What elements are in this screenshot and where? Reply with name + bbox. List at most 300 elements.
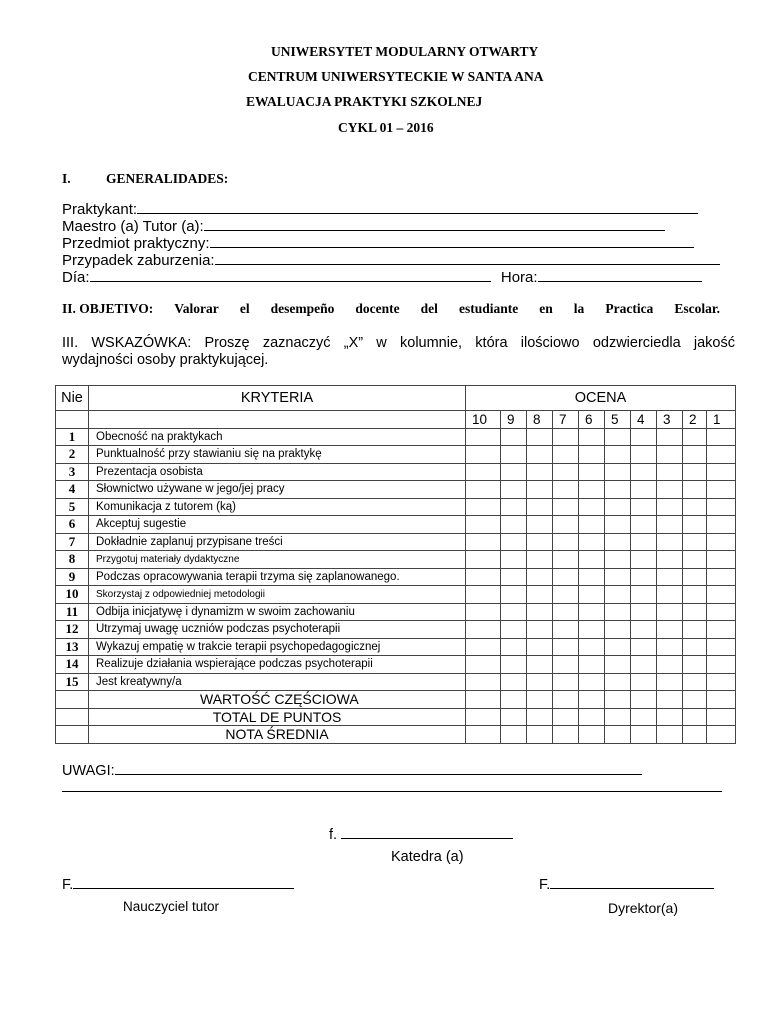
rating-cell[interactable] bbox=[579, 586, 605, 604]
rating-cell[interactable] bbox=[579, 638, 605, 656]
criterion-text: Słownictwo używane w jego/jej pracy bbox=[89, 481, 466, 499]
rating-cell[interactable] bbox=[683, 603, 707, 621]
row-number: 4 bbox=[56, 481, 89, 499]
rating-cell[interactable] bbox=[501, 603, 527, 621]
summary-cell[interactable] bbox=[631, 726, 657, 744]
rating-cell[interactable] bbox=[631, 603, 657, 621]
rating-cell[interactable] bbox=[631, 551, 657, 569]
field-hora-line[interactable] bbox=[538, 268, 702, 282]
rating-cell[interactable] bbox=[553, 586, 579, 604]
scale-header: 4 bbox=[631, 411, 657, 429]
rating-cell[interactable] bbox=[605, 638, 631, 656]
row-number: 3 bbox=[56, 463, 89, 481]
signature-katedra-line[interactable] bbox=[341, 825, 513, 839]
criterion-text: Jest kreatywny/a bbox=[89, 673, 466, 691]
scale-header: 6 bbox=[579, 411, 605, 429]
signature-director-line[interactable] bbox=[550, 875, 714, 889]
rating-cell[interactable] bbox=[553, 463, 579, 481]
rating-cell[interactable] bbox=[527, 673, 553, 691]
header-ocena: OCENA bbox=[466, 386, 736, 411]
field-tutor-label: Maestro (a) Tutor (a): bbox=[62, 218, 204, 235]
section2-w8: la bbox=[573, 301, 585, 316]
rating-cell[interactable] bbox=[553, 481, 579, 499]
table-row bbox=[56, 481, 736, 499]
rating-cell[interactable] bbox=[657, 603, 683, 621]
field-przedmiot-label: Przedmiot praktyczny: bbox=[62, 235, 210, 252]
rating-cell[interactable] bbox=[553, 638, 579, 656]
rating-cell[interactable] bbox=[527, 516, 553, 534]
field-przedmiot-line[interactable] bbox=[210, 234, 694, 248]
rating-cell[interactable] bbox=[631, 481, 657, 499]
rating-cell[interactable] bbox=[605, 656, 631, 674]
field-tutor bbox=[62, 217, 665, 235]
rating-cell[interactable] bbox=[466, 603, 501, 621]
header-kryteria: KRYTERIA bbox=[89, 386, 466, 411]
row-number: 6 bbox=[56, 516, 89, 534]
summary-label: NOTA ŚREDNIA bbox=[89, 726, 466, 744]
rating-cell[interactable] bbox=[631, 428, 657, 446]
rating-cell[interactable] bbox=[527, 638, 553, 656]
rating-cell[interactable] bbox=[657, 516, 683, 534]
rating-cell[interactable] bbox=[527, 568, 553, 586]
rating-cell[interactable] bbox=[501, 533, 527, 551]
summary-cell[interactable] bbox=[605, 708, 631, 726]
blank-cell bbox=[56, 691, 89, 709]
rating-cell[interactable] bbox=[501, 498, 527, 516]
table-row bbox=[56, 446, 736, 464]
field-praktykant bbox=[62, 200, 698, 218]
summary-cell[interactable] bbox=[707, 691, 736, 709]
rating-cell[interactable] bbox=[466, 428, 501, 446]
rating-cell[interactable] bbox=[631, 586, 657, 604]
criterion-text: Akceptuj sugestie bbox=[89, 516, 466, 534]
rating-cell[interactable] bbox=[683, 463, 707, 481]
rating-cell[interactable] bbox=[707, 656, 736, 674]
summary-cell[interactable] bbox=[501, 726, 527, 744]
rating-cell[interactable] bbox=[579, 498, 605, 516]
criterion-text: Dokładnie zaplanuj przypisane treści bbox=[89, 533, 466, 551]
rating-cell[interactable] bbox=[683, 516, 707, 534]
rating-cell[interactable] bbox=[527, 463, 553, 481]
rating-cell[interactable] bbox=[501, 568, 527, 586]
rating-cell[interactable] bbox=[579, 568, 605, 586]
rating-cell[interactable] bbox=[553, 656, 579, 674]
blank-cell bbox=[89, 411, 466, 429]
rating-cell[interactable] bbox=[527, 446, 553, 464]
rating-cell[interactable] bbox=[707, 568, 736, 586]
rating-cell[interactable] bbox=[579, 621, 605, 639]
row-number: 13 bbox=[56, 638, 89, 656]
scale-header: 9 bbox=[501, 411, 527, 429]
section2-w1: Valorar bbox=[174, 301, 219, 316]
rating-cell[interactable] bbox=[605, 516, 631, 534]
rating-cell[interactable] bbox=[605, 446, 631, 464]
rating-cell[interactable] bbox=[466, 568, 501, 586]
rating-cell[interactable] bbox=[579, 533, 605, 551]
nauczyciel-label: Nauczyciel tutor bbox=[123, 899, 220, 914]
summary-cell[interactable] bbox=[527, 708, 553, 726]
rating-cell[interactable] bbox=[605, 673, 631, 691]
signature-tutor bbox=[62, 875, 294, 893]
dyrektor-label: Dyrektor(a) bbox=[608, 900, 679, 916]
rating-cell[interactable] bbox=[707, 673, 736, 691]
summary-cell[interactable] bbox=[605, 691, 631, 709]
rating-cell[interactable] bbox=[579, 516, 605, 534]
field-dia-label: Día: bbox=[62, 269, 90, 286]
header-university: UNIWERSYTET MODULARNY OTWARTY bbox=[271, 44, 539, 59]
summary-cell[interactable] bbox=[466, 708, 501, 726]
rating-cell[interactable] bbox=[657, 428, 683, 446]
criterion-text: Podczas opracowywania terapii trzyma się zaplanowanego. bbox=[89, 568, 466, 586]
rating-cell[interactable] bbox=[553, 551, 579, 569]
rating-cell[interactable] bbox=[553, 603, 579, 621]
rating-cell[interactable] bbox=[501, 673, 527, 691]
rating-cell[interactable] bbox=[466, 638, 501, 656]
blank-cell bbox=[56, 726, 89, 744]
rating-cell[interactable] bbox=[631, 533, 657, 551]
summary-cell[interactable] bbox=[553, 726, 579, 744]
rating-cell[interactable] bbox=[683, 586, 707, 604]
rating-cell[interactable] bbox=[553, 516, 579, 534]
rating-cell[interactable] bbox=[527, 533, 553, 551]
summary-cell[interactable] bbox=[683, 708, 707, 726]
rating-cell[interactable] bbox=[631, 656, 657, 674]
table-row bbox=[56, 656, 736, 674]
rating-cell[interactable] bbox=[527, 621, 553, 639]
rating-cell[interactable] bbox=[466, 656, 501, 674]
field-tutor-line[interactable] bbox=[204, 217, 665, 231]
rating-cell[interactable] bbox=[683, 533, 707, 551]
rating-cell[interactable] bbox=[657, 533, 683, 551]
summary-cell[interactable] bbox=[657, 708, 683, 726]
rating-cell[interactable] bbox=[501, 621, 527, 639]
rating-cell[interactable] bbox=[707, 481, 736, 499]
rating-cell[interactable] bbox=[707, 603, 736, 621]
rating-cell[interactable] bbox=[579, 446, 605, 464]
summary-cell[interactable] bbox=[466, 691, 501, 709]
rating-cell[interactable] bbox=[553, 446, 579, 464]
summary-row bbox=[56, 726, 736, 744]
rating-cell[interactable] bbox=[707, 498, 736, 516]
rating-cell[interactable] bbox=[605, 428, 631, 446]
rating-cell[interactable] bbox=[501, 481, 527, 499]
rating-cell[interactable] bbox=[527, 603, 553, 621]
summary-cell[interactable] bbox=[527, 726, 553, 744]
field-przedmiot bbox=[62, 234, 694, 252]
rating-cell[interactable] bbox=[605, 498, 631, 516]
section1-title: GENERALIDADES: bbox=[106, 171, 229, 186]
rating-cell[interactable] bbox=[553, 673, 579, 691]
criterion-text: Skorzystaj z odpowiedniej metodologii bbox=[89, 586, 466, 604]
table-row bbox=[56, 533, 736, 551]
rating-cell[interactable] bbox=[683, 498, 707, 516]
rating-cell[interactable] bbox=[707, 516, 736, 534]
field-dia-line[interactable] bbox=[90, 268, 491, 282]
table-row bbox=[56, 516, 736, 534]
criterion-text: Komunikacja z tutorem (ką) bbox=[89, 498, 466, 516]
section2-label: II. OBJETIVO: bbox=[62, 301, 154, 316]
rating-cell[interactable] bbox=[657, 638, 683, 656]
rating-cell[interactable] bbox=[553, 428, 579, 446]
summary-cell[interactable] bbox=[553, 691, 579, 709]
rating-cell[interactable] bbox=[657, 586, 683, 604]
rating-cell[interactable] bbox=[527, 656, 553, 674]
section2-w5: del bbox=[420, 301, 438, 316]
rating-cell[interactable] bbox=[553, 498, 579, 516]
rating-cell[interactable] bbox=[605, 551, 631, 569]
rating-cell[interactable] bbox=[631, 498, 657, 516]
summary-cell[interactable] bbox=[707, 726, 736, 744]
rating-cell[interactable] bbox=[579, 603, 605, 621]
summary-cell[interactable] bbox=[527, 691, 553, 709]
rating-cell[interactable] bbox=[466, 551, 501, 569]
rating-cell[interactable] bbox=[527, 481, 553, 499]
row-number: 15 bbox=[56, 673, 89, 691]
rating-cell[interactable] bbox=[605, 586, 631, 604]
rating-cell[interactable] bbox=[501, 638, 527, 656]
section2-w10: Escolar. bbox=[674, 301, 720, 316]
criterion-text: Punktualność przy stawianiu się na praktykę bbox=[89, 446, 466, 464]
row-number: 7 bbox=[56, 533, 89, 551]
rating-cell[interactable] bbox=[605, 603, 631, 621]
summary-cell[interactable] bbox=[579, 691, 605, 709]
rating-cell[interactable] bbox=[707, 551, 736, 569]
rating-cell[interactable] bbox=[501, 428, 527, 446]
rating-cell[interactable] bbox=[527, 586, 553, 604]
summary-row bbox=[56, 691, 736, 709]
scale-header: 1 bbox=[707, 411, 736, 429]
rating-cell[interactable] bbox=[527, 428, 553, 446]
signature-director-f: F. bbox=[539, 877, 551, 893]
row-number: 8 bbox=[56, 551, 89, 569]
rating-cell[interactable] bbox=[605, 533, 631, 551]
scale-header: 5 bbox=[605, 411, 631, 429]
summary-cell[interactable] bbox=[466, 726, 501, 744]
row-number: 11 bbox=[56, 603, 89, 621]
rating-cell[interactable] bbox=[579, 481, 605, 499]
section2-w3: desempeño bbox=[270, 301, 335, 316]
row-number: 14 bbox=[56, 656, 89, 674]
rating-cell[interactable] bbox=[579, 428, 605, 446]
uwagi-line[interactable] bbox=[115, 761, 642, 775]
summary-cell[interactable] bbox=[631, 691, 657, 709]
summary-cell[interactable] bbox=[501, 691, 527, 709]
katedra-label: Katedra (a) bbox=[391, 849, 464, 865]
rating-cell[interactable] bbox=[605, 621, 631, 639]
rating-cell[interactable] bbox=[631, 621, 657, 639]
summary-cell[interactable] bbox=[501, 708, 527, 726]
field-przypadek-line[interactable] bbox=[215, 251, 720, 265]
rating-cell[interactable] bbox=[631, 446, 657, 464]
rating-cell[interactable] bbox=[631, 638, 657, 656]
rating-cell[interactable] bbox=[707, 428, 736, 446]
rating-cell[interactable] bbox=[683, 621, 707, 639]
row-number: 2 bbox=[56, 446, 89, 464]
criterion-text: Utrzymaj uwagę uczniów podczas psychoterapii bbox=[89, 621, 466, 639]
rating-cell[interactable] bbox=[683, 568, 707, 586]
rating-cell[interactable] bbox=[553, 621, 579, 639]
section3-line2: wydajności osoby praktykującej. bbox=[62, 352, 269, 368]
header-cycle: CYKL 01 – 2016 bbox=[338, 120, 434, 135]
rating-cell[interactable] bbox=[466, 516, 501, 534]
rating-cell[interactable] bbox=[631, 516, 657, 534]
criterion-text: Odbija inicjatywę i dynamizm w swoim zachowaniu bbox=[89, 603, 466, 621]
summary-cell[interactable] bbox=[605, 726, 631, 744]
summary-cell[interactable] bbox=[657, 691, 683, 709]
field-praktykant-line[interactable] bbox=[137, 200, 698, 214]
scale-header: 3 bbox=[657, 411, 683, 429]
rating-cell[interactable] bbox=[553, 568, 579, 586]
rating-cell[interactable] bbox=[707, 638, 736, 656]
field-dia bbox=[62, 268, 702, 286]
rating-cell[interactable] bbox=[466, 463, 501, 481]
rating-cell[interactable] bbox=[579, 463, 605, 481]
summary-cell[interactable] bbox=[579, 726, 605, 744]
scale-header: 7 bbox=[553, 411, 579, 429]
row-number: 5 bbox=[56, 498, 89, 516]
rating-cell[interactable] bbox=[683, 656, 707, 674]
rating-cell[interactable] bbox=[466, 446, 501, 464]
rating-cell[interactable] bbox=[683, 638, 707, 656]
rating-cell[interactable] bbox=[605, 481, 631, 499]
rating-cell[interactable] bbox=[657, 481, 683, 499]
summary-cell[interactable] bbox=[683, 691, 707, 709]
rating-cell[interactable] bbox=[501, 551, 527, 569]
rating-cell[interactable] bbox=[683, 551, 707, 569]
summary-label: WARTOŚĆ CZĘŚCIOWA bbox=[89, 691, 466, 709]
row-number: 1 bbox=[56, 428, 89, 446]
header-center: CENTRUM UNIWERSYTECKIE W SANTA ANA bbox=[248, 69, 544, 84]
rating-cell[interactable] bbox=[707, 446, 736, 464]
rating-cell[interactable] bbox=[466, 481, 501, 499]
rating-cell[interactable] bbox=[466, 533, 501, 551]
rating-cell[interactable] bbox=[707, 586, 736, 604]
rating-cell[interactable] bbox=[657, 463, 683, 481]
rating-cell[interactable] bbox=[579, 673, 605, 691]
table-row bbox=[56, 463, 736, 481]
summary-cell[interactable] bbox=[657, 726, 683, 744]
rating-cell[interactable] bbox=[466, 673, 501, 691]
uwagi bbox=[62, 761, 642, 779]
header-evaluation: EWALUACJA PRAKTYKI SZKOLNEJ bbox=[246, 94, 483, 109]
uwagi-line-2[interactable] bbox=[62, 791, 722, 792]
criterion-text: Realizuje działania wspierające podczas psychoterapii bbox=[89, 656, 466, 674]
rating-cell[interactable] bbox=[466, 621, 501, 639]
uwagi-label: UWAGI: bbox=[62, 763, 115, 779]
rating-cell[interactable] bbox=[579, 551, 605, 569]
criterion-text: Prezentacja osobista bbox=[89, 463, 466, 481]
rating-cell[interactable] bbox=[707, 533, 736, 551]
rating-cell[interactable] bbox=[579, 656, 605, 674]
summary-cell[interactable] bbox=[631, 708, 657, 726]
section2-w2: el bbox=[239, 301, 250, 316]
evaluation-table bbox=[55, 385, 736, 744]
rating-cell[interactable] bbox=[657, 673, 683, 691]
rating-cell[interactable] bbox=[631, 568, 657, 586]
rating-cell[interactable] bbox=[605, 568, 631, 586]
rating-cell[interactable] bbox=[657, 568, 683, 586]
row-number: 10 bbox=[56, 586, 89, 604]
section2-w9: Practica bbox=[605, 301, 654, 316]
summary-cell[interactable] bbox=[707, 708, 736, 726]
rating-cell[interactable] bbox=[707, 621, 736, 639]
summary-cell[interactable] bbox=[579, 708, 605, 726]
signature-tutor-line[interactable] bbox=[73, 875, 294, 889]
rating-cell[interactable] bbox=[527, 551, 553, 569]
table-row bbox=[56, 428, 736, 446]
summary-row bbox=[56, 708, 736, 726]
section2-w7: en bbox=[539, 301, 553, 316]
signature-tutor-f: F. bbox=[62, 877, 74, 893]
scale-header: 2 bbox=[683, 411, 707, 429]
section2-w4: docente bbox=[355, 301, 400, 316]
rating-cell[interactable] bbox=[501, 446, 527, 464]
rating-cell[interactable] bbox=[631, 463, 657, 481]
rating-cell[interactable] bbox=[657, 551, 683, 569]
scale-header: 8 bbox=[527, 411, 553, 429]
rating-cell[interactable] bbox=[683, 446, 707, 464]
table-row bbox=[56, 603, 736, 621]
table-row bbox=[56, 568, 736, 586]
signature-katedra-f: f. bbox=[329, 827, 338, 843]
rating-cell[interactable] bbox=[553, 533, 579, 551]
rating-cell[interactable] bbox=[657, 498, 683, 516]
rating-cell[interactable] bbox=[466, 586, 501, 604]
summary-cell[interactable] bbox=[553, 708, 579, 726]
rating-cell[interactable] bbox=[707, 463, 736, 481]
rating-cell[interactable] bbox=[683, 428, 707, 446]
signature-director bbox=[539, 875, 714, 893]
rating-cell[interactable] bbox=[657, 446, 683, 464]
row-number: 12 bbox=[56, 621, 89, 639]
summary-label: TOTAL DE PUNTOS bbox=[89, 708, 466, 726]
rating-cell[interactable] bbox=[605, 463, 631, 481]
table-row bbox=[56, 498, 736, 516]
table-row bbox=[56, 621, 736, 639]
rating-cell[interactable] bbox=[631, 673, 657, 691]
criterion-text: Wykazuj empatię w trakcie terapii psychopedagogicznej bbox=[89, 638, 466, 656]
row-number: 9 bbox=[56, 568, 89, 586]
field-praktykant-label: Praktykant: bbox=[62, 201, 138, 218]
field-przypadek-label: Przypadek zaburzenia: bbox=[62, 252, 215, 269]
criterion-text: Obecność na praktykach bbox=[89, 428, 466, 446]
rating-cell[interactable] bbox=[657, 656, 683, 674]
rating-cell[interactable] bbox=[466, 498, 501, 516]
rating-cell[interactable] bbox=[527, 498, 553, 516]
rating-cell[interactable] bbox=[501, 516, 527, 534]
field-przypadek bbox=[62, 251, 720, 269]
summary-cell[interactable] bbox=[683, 726, 707, 744]
section1-number: I. bbox=[62, 171, 71, 186]
rating-cell[interactable] bbox=[501, 656, 527, 674]
table-row bbox=[56, 638, 736, 656]
rating-cell[interactable] bbox=[501, 463, 527, 481]
rating-cell[interactable] bbox=[501, 586, 527, 604]
section3-line1: III. WSKAZÓWKA: Proszę zaznaczyć „X” w kolumnie, która ilościowo odzwierciedla jakość bbox=[62, 335, 735, 351]
rating-cell[interactable] bbox=[657, 621, 683, 639]
rating-cell[interactable] bbox=[683, 481, 707, 499]
field-hora-label: Hora: bbox=[500, 269, 538, 286]
criterion-text: Przygotuj materiały dydaktyczne bbox=[89, 551, 466, 569]
table-row bbox=[56, 673, 736, 691]
section2-w6: estudiante bbox=[458, 301, 519, 316]
rating-cell[interactable] bbox=[683, 673, 707, 691]
table-row bbox=[56, 586, 736, 604]
header-nie: Nie bbox=[56, 386, 89, 411]
blank-cell bbox=[56, 411, 89, 429]
signature-katedra bbox=[329, 825, 513, 843]
blank-cell bbox=[56, 708, 89, 726]
